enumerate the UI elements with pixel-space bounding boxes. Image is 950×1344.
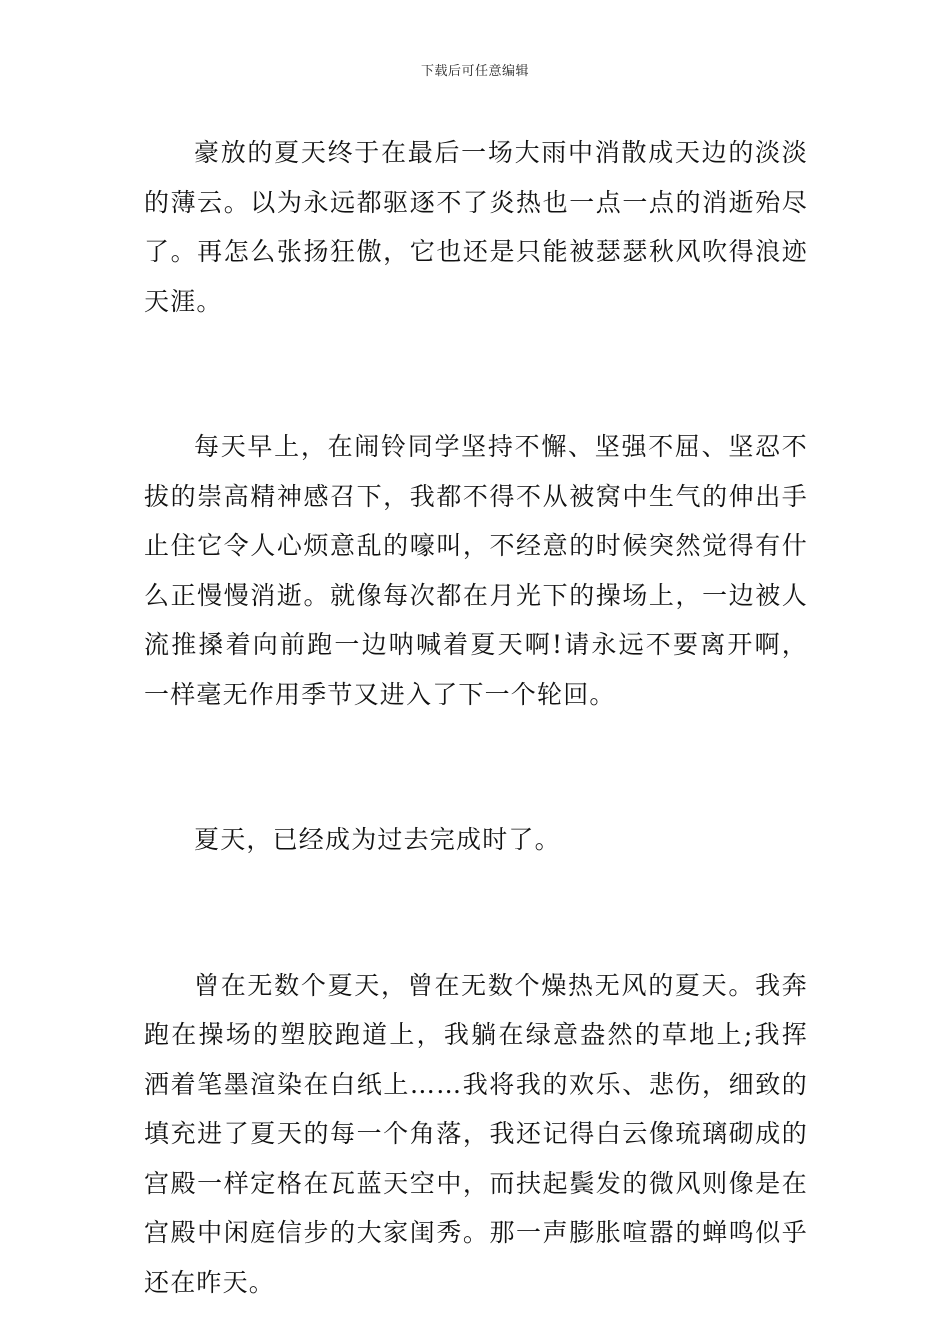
document-body	[144, 128, 808, 1307]
paragraph: 夏天，已经成为过去完成时了。	[194, 825, 561, 854]
paragraph-gap	[144, 719, 808, 815]
paragraph-gap	[144, 326, 808, 422]
paragraph: 豪放的夏天终于在最后一场大雨中消散成天边的淡淡的薄云。以为永远都驱逐不了炎热也一点一点的消逝殆尽了。再怎么张扬狂傲，它也还是只能被瑟瑟秋风吹得浪迹天涯。	[144, 138, 808, 316]
paragraph: 每天早上，在闹铃同学坚持不懈、坚强不屈、坚忍不拔的崇高精神感召下，我都不得不从被窝中生气的伸出手止住它令人心烦意乱的嚎叫，不经意的时候突然觉得有什么正慢慢消逝。就像每次都在月光下的操场上，一边被人流推搡着向前跑一边呐喊着夏天啊!请永远不要离开啊，一样毫无作用季节又进入了下一个轮回。	[144, 432, 808, 709]
paragraph: 曾在无数个夏天，曾在无数个燥热无风的夏天。我奔跑在操场的塑胶跑道上，我躺在绿意盎然的草地上;我挥洒着笔墨渲染在白纸上……我将我的欢乐、悲伤，细致的填充进了夏天的每一个角落，我还记得白云像琉璃砌成的宫殿一样定格在瓦蓝天空中，而扶起鬓发的微风则像是在宫殿中闲庭信步的大家闺秀。那一声膨胀喧嚣的蝉鸣似乎还在昨天。	[144, 970, 808, 1297]
header-note: 下载后可任意编辑	[420, 64, 529, 79]
paragraph-gap	[144, 865, 808, 961]
